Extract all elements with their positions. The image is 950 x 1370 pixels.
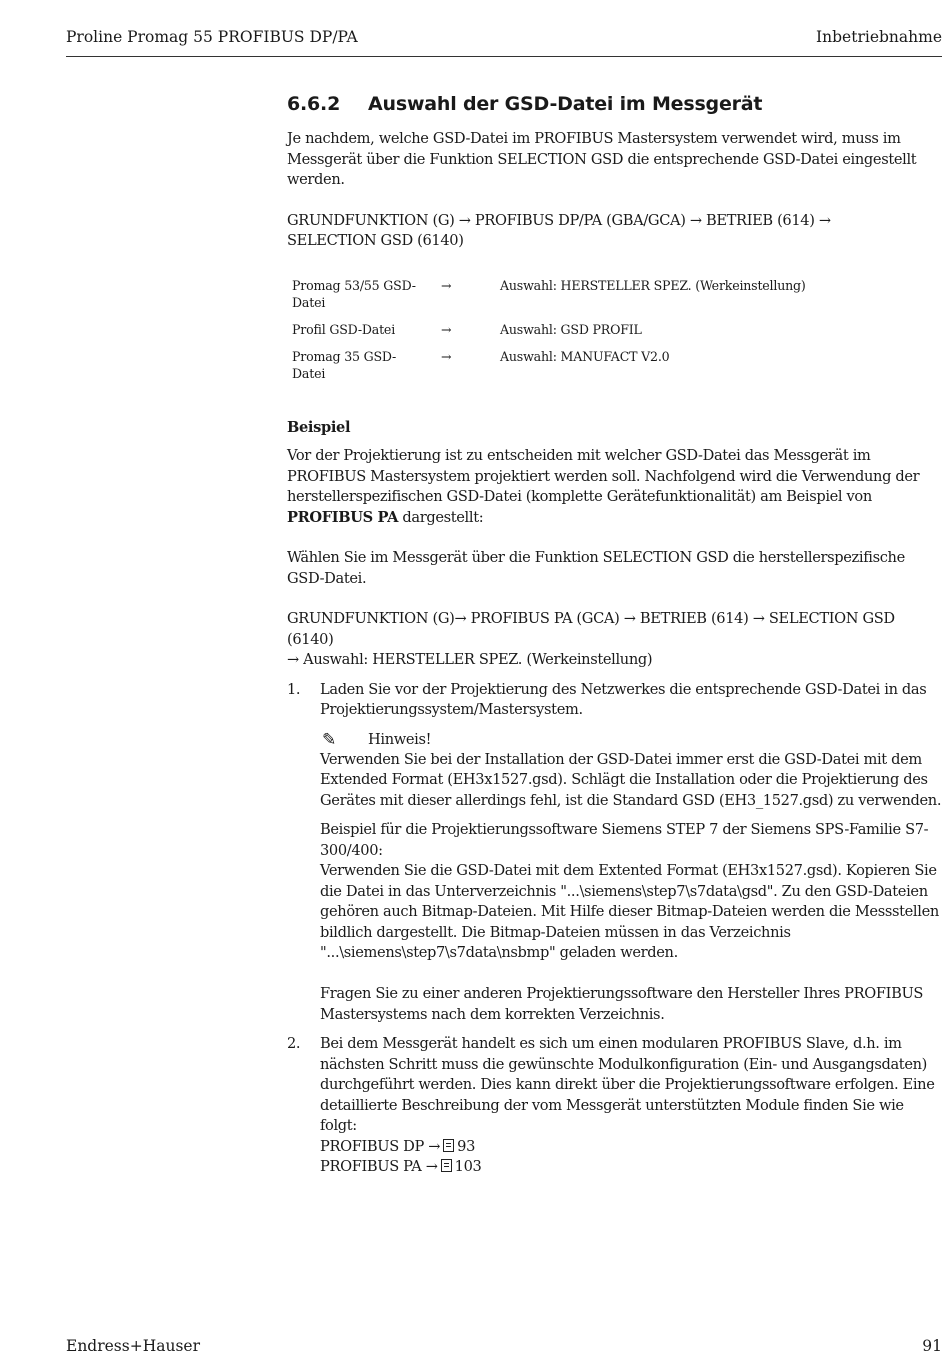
example-text-end: dargestellt: xyxy=(398,508,484,526)
reference-page-number: 103 xyxy=(454,1158,482,1175)
note-box xyxy=(320,730,942,812)
reference-page-number: 93 xyxy=(457,1137,476,1155)
example-menu-path xyxy=(287,609,942,671)
table-row xyxy=(287,348,806,382)
page-header xyxy=(66,28,942,57)
pencil-icon: ✎ xyxy=(322,729,336,750)
arrow-icon: → xyxy=(441,277,452,293)
example-bold-term: PROFIBUS PA xyxy=(287,508,399,526)
step-number: 2. xyxy=(287,1035,301,1052)
page-reference xyxy=(320,1157,942,1178)
gsd-file-cell xyxy=(287,277,421,321)
document-title: Proline Promag 55 PROFIBUS DP/PA xyxy=(66,28,358,46)
other-software-text: Fragen Sie zu einer anderen Projektierungssoftware den Hersteller Ihres PROFIBUS Mastersystems nach dem korrekten Verzeichnis. xyxy=(320,985,924,1023)
page-reference-icon xyxy=(441,1159,452,1172)
note-header xyxy=(320,730,942,750)
gsd-file-cell: Promag 35 GSD-Datei xyxy=(292,348,397,381)
section-title: Auswahl der GSD-Datei im Messgerät xyxy=(368,93,763,115)
table-row xyxy=(287,321,806,348)
example-path-line2: → Auswahl: HERSTELLER SPEZ. (Werkeinstellung) xyxy=(287,651,653,668)
chapter-title: Inbetriebnahme xyxy=(816,28,942,46)
menu-path xyxy=(287,211,942,252)
software-example-text: Verwenden Sie die GSD-Datei mit dem Extented Format (EH3x1527.gsd). Kopieren Sie die Datei in das Unterverzeichnis "...\siemens\step7\s7data\gsd". Zu den GSD-Dateien gehören auch Bitmap-Dateien. Mit Hilfe dieser Bitmap-Dateien werden die Messstellen bildlich dargestellt. Die Bitmap-Dateien müssen in das Verzeichnis "...\siemens\step7\s7data\nsbmp" geladen werden. xyxy=(320,862,939,961)
page-reference xyxy=(320,1137,942,1158)
reference-label: PROFIBUS DP → xyxy=(320,1137,441,1155)
section-number: 6.6.2 xyxy=(287,93,341,115)
step-text: Laden Sie vor der Projektierung des Netzwerkes die entsprechende GSD-Datei in das Projektierungssystem/Mastersystem. xyxy=(320,680,927,718)
gsd-selection-table xyxy=(287,277,806,382)
gsd-selection-cell: Auswahl: MANUFACT V2.0 xyxy=(500,348,670,364)
example-text: Vor der Projektierung ist zu entscheiden mit welcher GSD-Datei das Messgerät im PROFIBUS Mastersystem projektiert werden soll. Nachfolgend wird die Verwendung der herstellerspezifischen GSD-Datei (komplette Gerätefunktionalität) am Beispiel von xyxy=(287,447,920,505)
menu-path-line1: GRUNDFUNKTION (G) → PROFIBUS DP/PA (GBA/GCA) → BETRIEB (614) → xyxy=(287,211,831,229)
intro-paragraph: Je nachdem, welche GSD-Datei im PROFIBUS Mastersystem verwendet wird, muss im Messgerät über die Funktion SELECTION GSD die entsprechende GSD-Datei eingestellt werden. xyxy=(287,130,917,188)
arrow-icon: → xyxy=(441,321,452,337)
page-number: 91 xyxy=(922,1337,942,1355)
gsd-selection-cell: Auswahl: HERSTELLER SPEZ. (Werkeinstellung) xyxy=(500,277,806,293)
arrow-icon: → xyxy=(441,348,452,364)
example-heading: Beispiel xyxy=(287,418,351,436)
steps-list xyxy=(287,680,942,1178)
example-paragraph xyxy=(287,446,942,528)
menu-path-line2: SELECTION GSD (6140) xyxy=(287,232,464,249)
section-heading xyxy=(287,94,942,122)
step-number: 1. xyxy=(287,680,301,698)
reference-label: PROFIBUS PA → xyxy=(320,1158,438,1175)
gsd-selection-cell: Auswahl: GSD PROFIL xyxy=(500,321,642,337)
gsd-file-label-cont: Datei xyxy=(292,294,326,310)
software-example-title: Beispiel für die Projektierungssoftware Siemens STEP 7 der Siemens SPS-Familie S7-300/400: xyxy=(320,821,929,859)
table-row xyxy=(287,277,806,321)
footer-company: Endress+Hauser xyxy=(66,1337,200,1355)
note-text: Verwenden Sie bei der Installation der GSD-Datei immer erst die GSD-Datei mit dem Extended Format (EH3x1527.gsd). Schlägt die Installation oder die Projektierung des Gerätes mit dieser allerdings fehl, ist die Standard GSD (EH3_1527.gsd) zu verwenden. xyxy=(320,750,942,809)
list-item xyxy=(287,680,942,1026)
list-item xyxy=(287,1034,942,1178)
example-path-line1: GRUNDFUNKTION (G)→ PROFIBUS PA (GCA) → BETRIEB (614) → SELECTION GSD (6140) xyxy=(287,610,895,648)
page-content xyxy=(287,94,942,1178)
selection-instruction: Wählen Sie im Messgerät über die Funktion SELECTION GSD die herstellerspezifische GSD-Datei. xyxy=(287,549,905,587)
gsd-file-cell: Profil GSD-Datei xyxy=(292,321,396,337)
page-reference-icon xyxy=(443,1139,454,1152)
note-title: Hinweis! xyxy=(368,730,432,748)
gsd-file-label: Promag 53/55 GSD- xyxy=(292,277,416,293)
step-text: Bei dem Messgerät handelt es sich um einen modularen PROFIBUS Slave, d.h. im nächsten Schritt muss die gewünschte Modulkonfiguration (Ein- und Ausgangsdaten) durchgeführt werden. Dies kann direkt über die Projektierungssoftware erfolgen. Eine detaillierte Beschreibung der vom Messgerät unterstützten Module finden Sie wie folgt: xyxy=(320,1035,935,1134)
